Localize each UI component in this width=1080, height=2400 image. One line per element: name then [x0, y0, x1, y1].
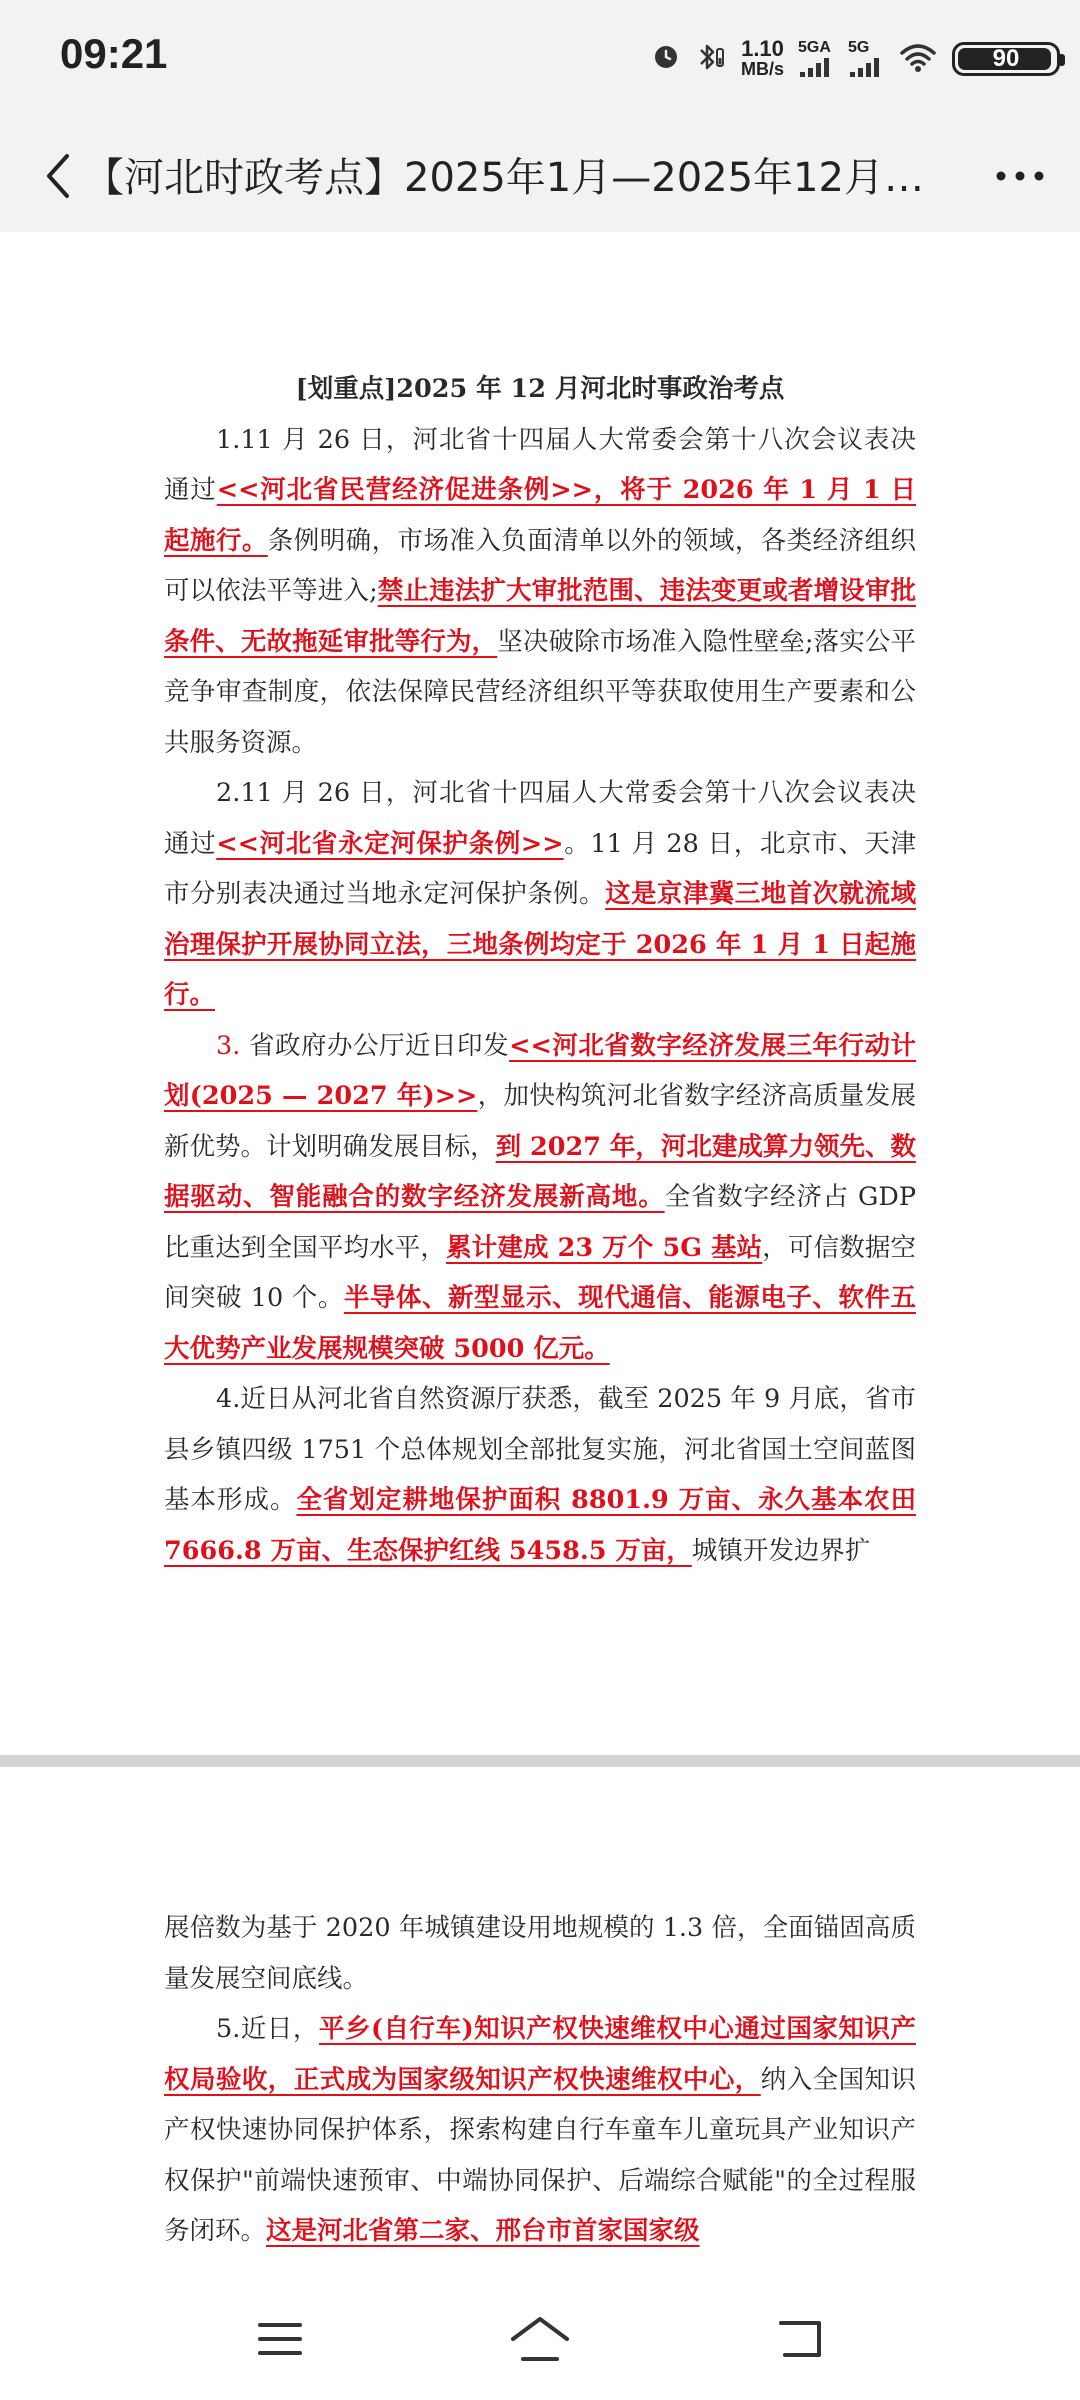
document-page-1	[0, 232, 1080, 1755]
more-icon	[995, 170, 1045, 182]
return-icon	[775, 2317, 825, 2361]
more-button[interactable]	[990, 148, 1050, 204]
battery-indicator	[952, 42, 1060, 76]
paragraph-4: 4.近日从河北省自然资源厅获悉，截至 2025 年 9 月底，省市县乡镇四级 1751 个总体规划全部批复实施，河北省国土空间蓝图基本形成。全省划定耕地保护面积 8801.9 万亩、永久基本农田 7666.8 万亩、生态保护红线 5458.5 万亩，城镇开发边界扩	[164, 1384, 916, 1566]
battery-level: 90	[992, 45, 1020, 72]
signal-icon	[848, 56, 884, 78]
wifi-icon	[898, 41, 938, 77]
paragraph-4-continued: 展倍数为基于 2020 年城镇建设用地规模的 1.3 倍，全面锚固高质量发展空间底线。	[164, 1913, 916, 1994]
signal-icon	[798, 56, 834, 78]
clock-icon	[653, 44, 679, 74]
speed-value: 1.10	[741, 36, 784, 61]
bluetooth-icon	[693, 40, 727, 78]
title-bar	[0, 118, 1080, 232]
menu-icon	[256, 2319, 304, 2359]
paragraph-3: 3. 省政府办公厅近日印发<<河北省数字经济发展三年行动计划(2025 — 2027 年)>>，加快构筑河北省数字经济高质量发展新优势。计划明确发展目标，到 2027 年，河北建成算力领先、数据驱动、智能融合的数字经济发展新高地。全省数字经济占 GDP 比重达到全国平均水平，累计建成 23 万个 5G 基站，可信数据空间突破 10 个。半导体、新型显示、现代通信、能源电子、软件五大优势产业发展规模突破 5000 亿元。	[164, 1030, 917, 1364]
page-title: 【河北时政考点】2025年1月—2025年12月…	[84, 155, 924, 201]
document-body	[164, 364, 916, 1576]
document-page-2	[0, 1767, 1080, 2277]
paragraph-1: 1.11 月 26 日，河北省十四届人大常委会第十八次会议表决通过<<河北省民营经济促进条例>>，将于 2026 年 1 月 1 日起施行。条例明确，市场准入负面清单以外的领域，各类经济组织可以依法平等进入;禁止违法扩大审批范围、违法变更或者增设审批条件、无故拖延审批等行为，坚决破除市场准入隐性壁垒;落实公平竞争审查制度，依法保障民营经济组织平等获取使用生产要素和公共服务资源。	[164, 424, 916, 758]
speed-unit: MB/s	[740, 59, 784, 79]
network-speed	[740, 36, 784, 79]
paragraph-5: 5.近日，平乡(自行车)知识产权快速维权中心通过国家知识产权局验收，正式成为国家级知识产权快速维权中心，纳入全国知识产权快速协同保护体系，探索构建自行车童车儿童玩具产业知识产权保护"前端快速预审、中端协同保护、后端综合赋能"的全过程服务闭环。这是河北省第二家、邢台市首家国家级	[164, 2014, 916, 2246]
status-time: 09:21	[60, 30, 168, 77]
return-button[interactable]	[760, 2299, 840, 2379]
sim1-label: 5GA	[798, 39, 831, 56]
navigation-bar	[0, 2277, 1080, 2400]
home-button[interactable]	[500, 2299, 580, 2379]
document-body-2	[164, 1903, 916, 2257]
page-divider	[0, 1755, 1080, 1767]
paragraph-2: 2.11 月 26 日，河北省十四届人大常委会第十八次会议表决通过<<河北省永定河保护条例>>。11 月 28 日，北京市、天津市分别表决通过当地永定河保护条例。这是京津冀三地首次就流域治理保护开展协同立法，三地条例均定于 2026 年 1 月 1 日起施行。	[164, 778, 917, 1010]
back-icon	[43, 152, 73, 200]
sim2-label: 5G	[848, 39, 870, 56]
sim2-signal	[848, 40, 884, 78]
status-icons	[653, 34, 1060, 84]
document-title: [划重点]2025 年 12 月河北时事政治考点	[295, 374, 785, 404]
back-button[interactable]	[30, 148, 86, 204]
home-icon	[509, 2315, 571, 2363]
status-bar	[0, 0, 1080, 118]
sim1-signal	[798, 40, 834, 78]
menu-button[interactable]	[240, 2299, 320, 2379]
